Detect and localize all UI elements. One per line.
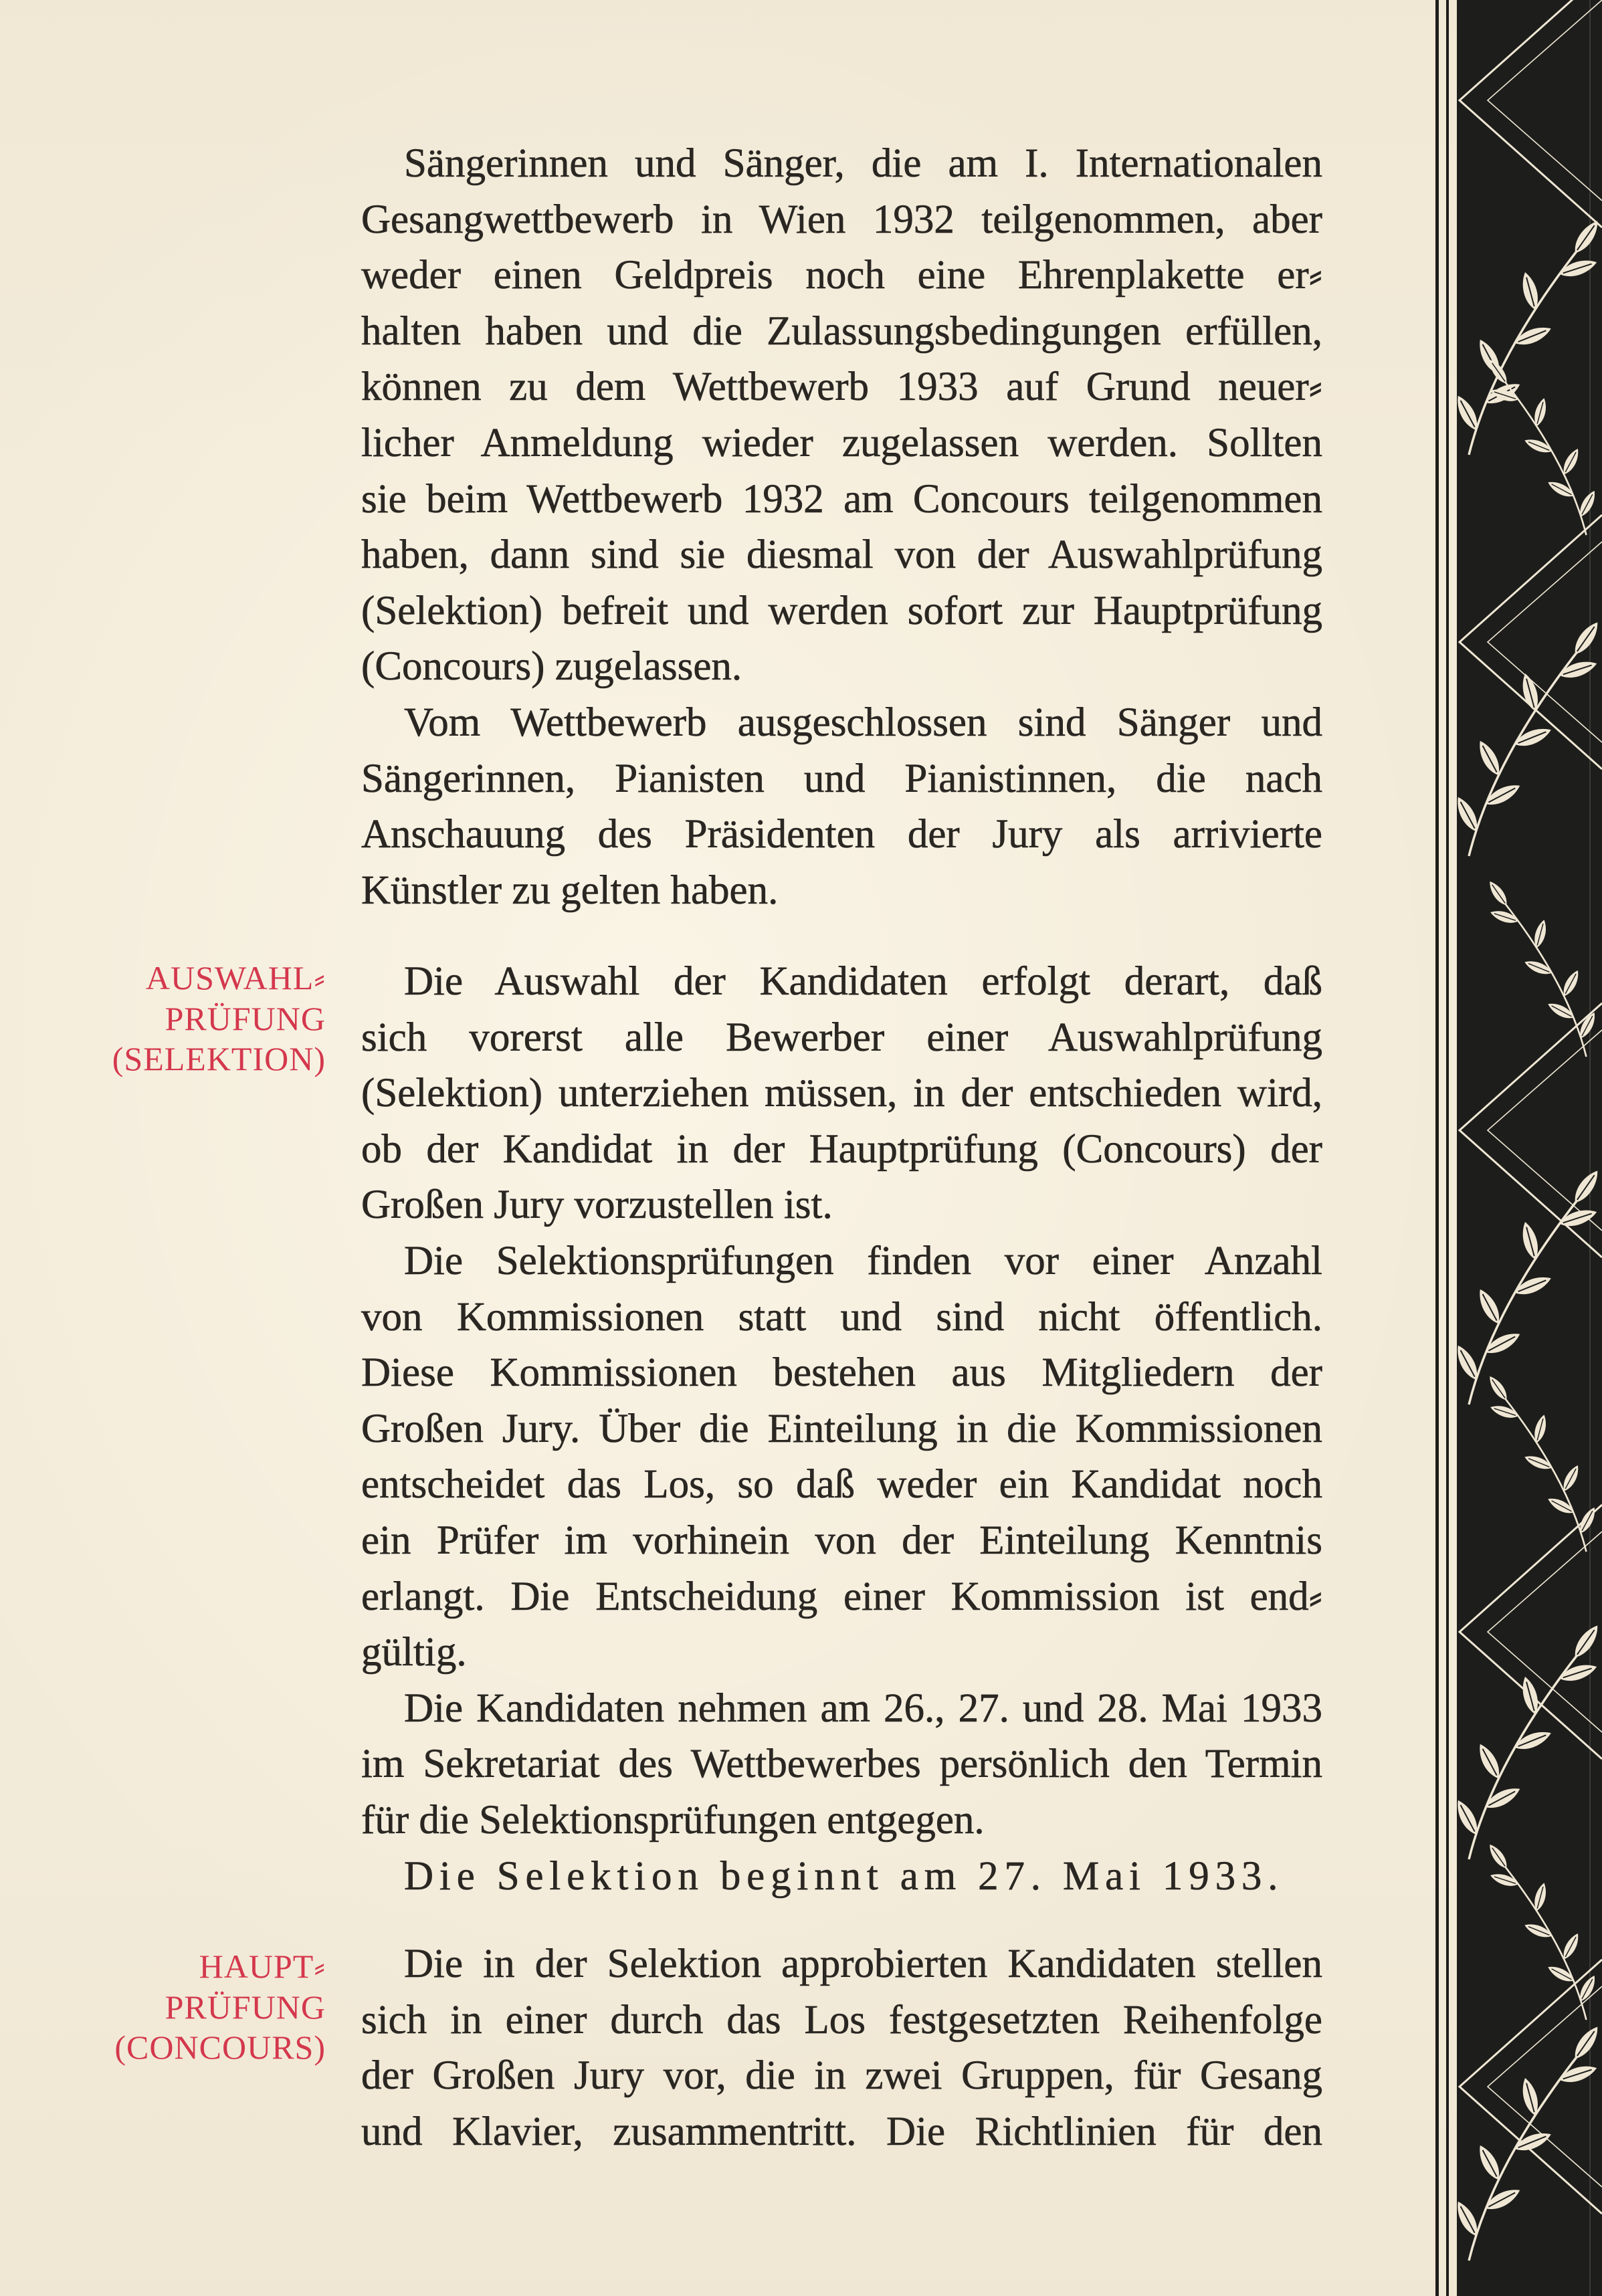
border-band-edge-line <box>1589 0 1591 2296</box>
decorative-border <box>1431 0 1602 2296</box>
text-line: sich vorerst alle Bewerber einer Auswahlprüfung <box>361 1015 1322 1060</box>
margin-note-auswahlpruefung <box>0 958 326 1079</box>
text-line: licher Anmeldung wieder zugelassen werden. Sollten <box>361 420 1322 465</box>
paragraph-selection-date <box>361 1849 1322 1905</box>
margin-note-line: (CONCOURS) <box>114 2028 326 2066</box>
text-line: Künstler zu gelten haben. <box>361 867 779 913</box>
text-line: Die Selektion beginnt am 27. Mai 1933. <box>404 1853 1284 1899</box>
text-line: Die Kandidaten nehmen am 26., 27. und 28. Mai 1933 <box>404 1685 1322 1731</box>
text-line: Sängerinnen und Sänger, die am I. Internationalen <box>404 141 1322 186</box>
auswahl-section <box>361 954 1322 1904</box>
text-line: haben, dann sind sie diesmal von der Auswahlprüfung <box>361 532 1322 578</box>
text-line: (Selektion) befreit und werden sofort zur Hauptprüfung <box>361 588 1322 633</box>
text-line: von Kommissionen statt und sind nicht öffentlich. <box>361 1294 1322 1340</box>
paragraph <box>361 1681 1322 1849</box>
text-line: Anschauung des Präsidenten der Jury als arrivierte <box>361 812 1322 857</box>
text-line: Vom Wettbewerb ausgeschlossen sind Sänger und <box>404 700 1322 745</box>
text-line: erlangt. Die Entscheidung einer Kommission ist end⸗ <box>361 1574 1322 1619</box>
text-line: für die Selektionsprüfungen entgegen. <box>361 1797 985 1843</box>
margin-note-line: PRÜFUNG <box>165 999 326 1037</box>
text-line: ob der Kandidat in der Hauptprüfung (Concours) der <box>361 1126 1322 1172</box>
text-line: entscheidet das Los, so daß weder ein Kandidat noch <box>361 1462 1322 1507</box>
paragraph <box>361 136 1322 695</box>
margin-note-line: PRÜFUNG <box>165 1988 326 2026</box>
text-line: gültig. <box>361 1630 467 1675</box>
margin-note-line: (SELEKTION) <box>112 1040 326 1077</box>
text-line: weder einen Geldpreis noch eine Ehrenplakette er⸗ <box>361 253 1322 298</box>
text-line: Die Auswahl der Kandidaten erfolgt derart, daß <box>404 959 1322 1004</box>
text-line: sich in einer durch das Los festgesetzten Reihenfolge <box>361 1997 1322 2043</box>
text-line: Die in der Selektion approbierten Kandidaten stellen <box>404 1942 1322 1986</box>
text-line: Großen Jury. Über die Einteilung in die Kommissionen <box>361 1406 1322 1451</box>
text-line: können zu dem Wettbewerb 1933 auf Grund neuer⸗ <box>361 364 1322 410</box>
margin-note-hauptpruefung <box>0 1946 326 2068</box>
text-line: Diese Kommissionen bestehen aus Mitgliedern der <box>361 1350 1322 1396</box>
text-line: ein Prüfer im vorhinein von der Einteilung Kenntnis <box>361 1518 1322 1563</box>
text-line: im Sekretariat des Wettbewerbes persönlich den Termin <box>361 1742 1322 1787</box>
paragraph <box>361 1233 1322 1681</box>
border-rule-inner <box>1446 0 1449 2296</box>
border-rule-outer <box>1435 0 1439 2296</box>
text-line: Sängerinnen, Pianisten und Pianistinnen, die nach <box>361 756 1322 801</box>
hauptpruefung-section <box>361 1936 1322 2160</box>
text-line: der Großen Jury vor, die in zwei Gruppen, für Gesang <box>361 2053 1322 2099</box>
intro-section <box>361 136 1322 918</box>
text-line: (Concours) zugelassen. <box>361 644 742 690</box>
text-line: Gesangwettbewerb in Wien 1932 teilgenommen, aber <box>361 197 1322 242</box>
text-line: Großen Jury vorzustellen ist. <box>361 1182 833 1228</box>
paragraph <box>361 954 1322 1233</box>
margin-note-line: HAUPT⸗ <box>199 1948 326 1985</box>
text-line: (Selektion) unterziehen müssen, in der entschieden wird, <box>361 1071 1322 1116</box>
text-line: sie beim Wettbewerb 1932 am Concours teilgenommen <box>361 476 1322 522</box>
margin-note-line: AUSWAHL⸗ <box>145 959 326 997</box>
text-line: und Klavier, zusammentritt. Die Richtlinien für den <box>361 2109 1322 2154</box>
paragraph <box>361 695 1322 918</box>
paragraph <box>361 1936 1322 2160</box>
text-line: Die Selektionsprüfungen finden vor einer Anzahl <box>404 1238 1322 1283</box>
text-line: halten haben und die Zulassungsbedingungen erfüllen, <box>361 308 1322 354</box>
